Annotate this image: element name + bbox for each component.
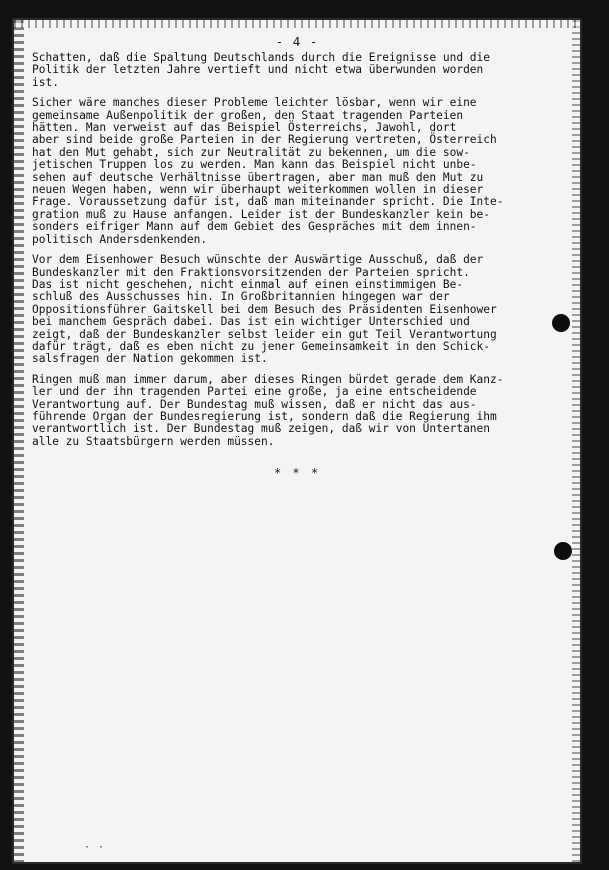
text-line: Ringen muß man immer darum, aber dieses Ringen bürdet gerade dem Kanz- bbox=[32, 372, 504, 386]
text-line: Bundeskanzler mit den Fraktionsvorsitzenden der Parteien spricht. bbox=[32, 265, 470, 279]
punch-hole bbox=[552, 314, 570, 332]
text-line: bei manchem Gespräch dabei. Das ist ein wichtiger Unterschied und bbox=[32, 315, 470, 329]
text-line: neuen Wegen haben, wenn wir überhaupt weiterkommen wollen in dieser bbox=[32, 183, 484, 197]
text-line: gemeinsame Außenpolitik der großen, den Staat tragenden Parteien bbox=[32, 108, 464, 122]
text-line: hat den Mut gehabt, sich zur Neutralität zu bekennen, um die sow- bbox=[32, 145, 470, 159]
body-text bbox=[32, 52, 564, 456]
text-line: führende Organ der Bundesregierung ist, sondern daß die Regierung ihm bbox=[32, 409, 497, 423]
text-line: sonders eifriger Mann auf dem Gebiet des Gespräches mit dem innen- bbox=[32, 220, 477, 234]
document-page bbox=[14, 20, 580, 862]
text-line: Verantwortung auf. Der Bundestag muß wissen, daß er nicht das aus- bbox=[32, 397, 477, 411]
text-line: jetischen Truppen los zu werden. Man kann das Beispiel nicht unbe- bbox=[32, 158, 477, 172]
text-line: ler und der ihn tragenden Partei eine große, ja eine entscheidende bbox=[32, 385, 477, 399]
text-line: Schatten, daß die Spaltung Deutschlands durch die Ereignisse und die bbox=[32, 51, 491, 64]
paragraph-3 bbox=[32, 254, 564, 366]
text-line: sehen auf deutsche Verhältnisse übertragen, aber man muß den Mut zu bbox=[32, 170, 484, 184]
section-separator: * * * bbox=[273, 466, 321, 480]
text-line: politisch Andersdenkenden. bbox=[32, 232, 208, 246]
text-line: ist. bbox=[32, 75, 59, 89]
text-line: Sicher wäre manches dieser Probleme leichter lösbar, wenn wir eine bbox=[32, 96, 477, 110]
bottom-mark: · · bbox=[84, 842, 106, 853]
text-line: zeigt, daß der Bundeskanzler selbst leider ein gut Teil Verantwortung bbox=[32, 327, 497, 341]
text-line: hätten. Man verweist auf das Beispiel Österreichs, Jawohl, dort bbox=[32, 121, 457, 135]
text-line: alle zu Staatsbürgern werden müssen. bbox=[32, 434, 275, 448]
text-line: verantwortlich ist. Der Bundestag muß zeigen, daß wir von Untertanen bbox=[32, 422, 491, 436]
text-line: Frage. Voraussetzung dafür ist, daß man miteinander spricht. Die Inte- bbox=[32, 195, 504, 209]
punch-hole bbox=[554, 542, 572, 560]
text-line: dafür trägt, daß es eben nicht zu jener Gemeinsamkeit in den Schick- bbox=[32, 339, 491, 353]
text-line: salsfragen der Nation gekommen ist. bbox=[32, 352, 268, 366]
paragraph-4 bbox=[32, 374, 564, 448]
paragraph-1 bbox=[32, 52, 564, 89]
text-line: schluß des Ausschusses hin. In Großbritannien hingegen war der bbox=[32, 290, 450, 304]
text-line: Oppositionsführer Gaitskell bei dem Besuch des Präsidenten Eisenhower bbox=[32, 302, 497, 316]
text-line: Vor dem Eisenhower Besuch wünschte der Auswärtige Ausschuß, daß der bbox=[32, 253, 484, 267]
text-line: aber sind beide große Parteien in der Regierung vertreten, Österreich bbox=[32, 133, 497, 147]
scan-edge-top bbox=[14, 20, 580, 28]
scan-edge-left bbox=[14, 20, 24, 862]
paragraph-2 bbox=[32, 97, 564, 246]
scan-edge-right bbox=[572, 20, 580, 862]
text-line: Das ist nicht geschehen, nicht einmal auf einen einstimmigen Be- bbox=[32, 277, 464, 291]
text-line: gration muß zu Hause anfangen. Leider ist der Bundeskanzler kein be- bbox=[32, 207, 491, 221]
text-line: Politik der letzten Jahre vertieft und nicht etwa überwunden worden bbox=[32, 63, 484, 77]
page-number: - 4 - bbox=[275, 34, 319, 49]
